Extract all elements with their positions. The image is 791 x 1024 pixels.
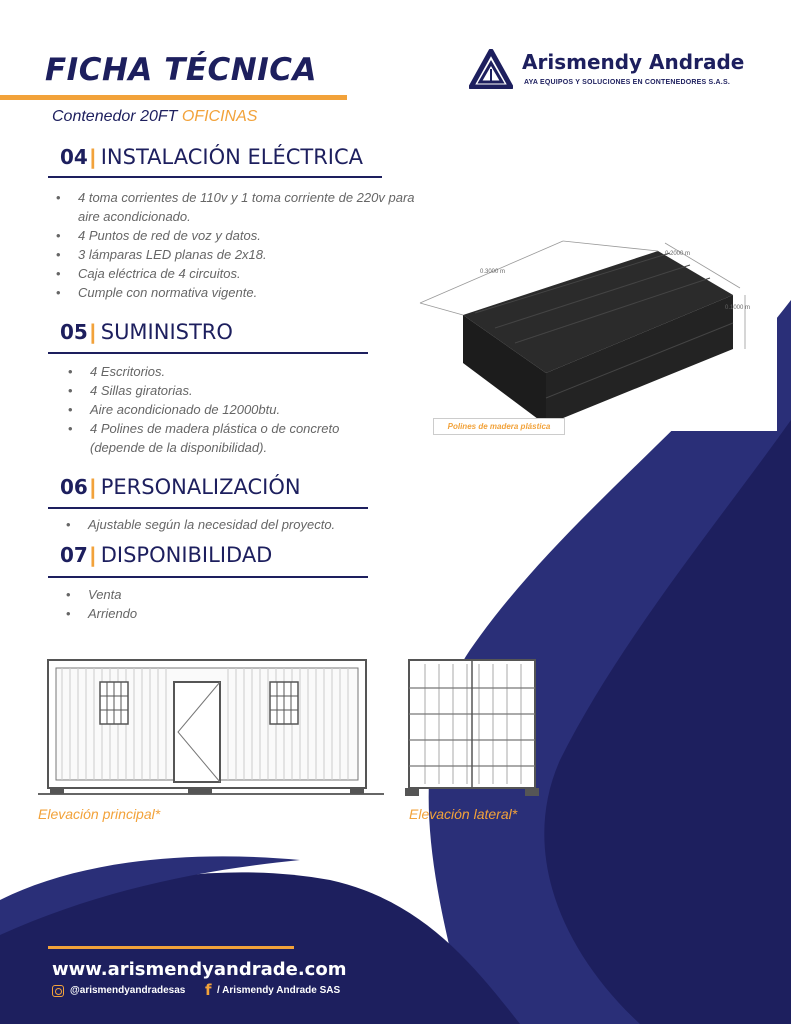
section-number: 07 xyxy=(60,543,88,567)
section-number: 04 xyxy=(60,145,88,169)
section-name: INSTALACIÓN ELÉCTRICA xyxy=(100,145,364,169)
polines-caption: Polines de madera plástica xyxy=(433,418,565,435)
section-name: DISPONIBILIDAD xyxy=(100,543,273,567)
section-07-heading xyxy=(60,543,272,577)
section-07-list xyxy=(66,585,288,623)
section-06-list xyxy=(66,515,388,534)
elevation-principal-drawing xyxy=(38,656,384,801)
list-item: • Aire acondicionado de 12000btu. xyxy=(68,402,281,417)
footer-accent-line xyxy=(48,946,294,949)
polines-image xyxy=(415,233,777,431)
section-04-heading xyxy=(60,145,363,179)
section-07-underline xyxy=(48,576,368,578)
elevation-lateral-drawing xyxy=(405,656,540,798)
list-item: • Venta xyxy=(66,587,122,602)
list-item: • Ajustable según la necesidad del proyecto. xyxy=(66,517,336,532)
section-05-heading xyxy=(60,320,233,354)
instagram-icon xyxy=(52,985,64,997)
section-number: 06 xyxy=(60,475,88,499)
section-05-underline xyxy=(48,352,368,354)
list-item: • 3 lámparas LED planas de 2x18. xyxy=(56,247,267,262)
title-underline xyxy=(0,95,347,100)
brand-tagline: AYA EQUIPOS Y SOLUCIONES EN CONTENEDORES S.A.S. xyxy=(524,79,730,86)
list-item: • 4 Polines de madera plástica o de concreto (depende de la disponibilidad). xyxy=(68,421,340,455)
facebook-handle[interactable]: / Arismendy Andrade SAS xyxy=(217,985,341,996)
section-04-underline xyxy=(48,176,382,178)
section-06-underline xyxy=(48,507,368,509)
brand-name: Arismendy Andrade xyxy=(522,50,745,74)
list-item: • 4 Puntos de red de voz y datos. xyxy=(56,228,261,243)
subtitle-prefix: Contenedor 20FT xyxy=(52,108,182,125)
section-number: 05 xyxy=(60,320,88,344)
facebook-icon: f xyxy=(205,981,212,999)
section-04-list xyxy=(56,188,438,302)
elevation-principal-caption: Elevación principal* xyxy=(38,806,161,822)
subtitle xyxy=(52,108,257,126)
elevation-lateral-caption: Elevación lateral* xyxy=(409,806,518,822)
list-item: • Arriendo xyxy=(66,606,138,621)
section-name: SUMINISTRO xyxy=(100,320,233,344)
subtitle-accent: OFICINAS xyxy=(181,108,258,125)
dim-length-label: 0.3000 m xyxy=(480,269,506,275)
instagram-handle[interactable]: @arismendyandradesas xyxy=(70,985,186,996)
list-item: • 4 Escritorios. xyxy=(68,364,166,379)
section-divider: | xyxy=(89,544,96,567)
website-link[interactable]: www.arismendyandrade.com xyxy=(52,959,347,980)
section-divider: | xyxy=(89,476,96,499)
page-title: FICHA TÉCNICA xyxy=(45,52,317,88)
section-divider: | xyxy=(89,146,96,169)
list-item: • 4 Sillas giratorias. xyxy=(68,383,193,398)
list-item: • 4 toma corrientes de 110v y 1 toma corriente de 220v para aire acondicionado. xyxy=(56,190,415,224)
list-item: • Caja eléctrica de 4 circuitos. xyxy=(56,266,241,281)
section-05-list xyxy=(68,362,390,457)
section-name: PERSONALIZACIÓN xyxy=(100,475,301,499)
dim-width-label: 0.2000 m xyxy=(665,251,691,257)
section-06-heading xyxy=(60,475,301,509)
list-item: • Cumple con normativa vigente. xyxy=(56,285,258,300)
section-divider: | xyxy=(89,321,96,344)
brand-logo-icon xyxy=(469,49,513,89)
dim-height-label: 0.1000 m xyxy=(725,305,751,311)
